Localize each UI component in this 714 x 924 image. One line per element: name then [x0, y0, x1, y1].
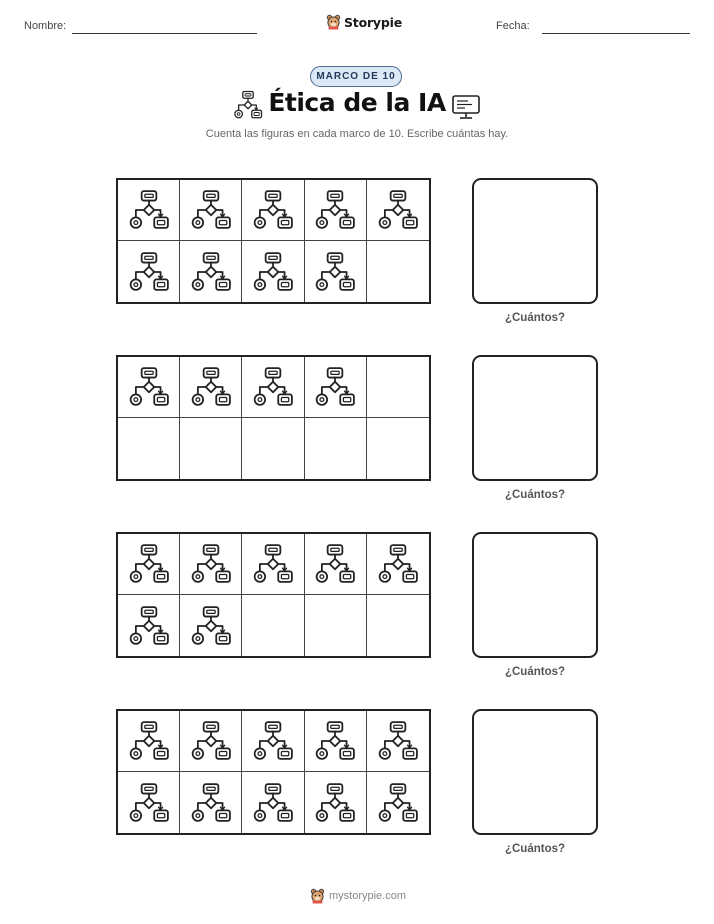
flowchart-icon: [377, 189, 419, 231]
ten-frame-2: [116, 355, 431, 481]
flowchart-icon: [190, 189, 232, 231]
ten-frame-cell: [242, 418, 304, 479]
footer-url: mystorypie.com: [329, 890, 407, 902]
flowchart-icon: [252, 720, 294, 762]
brand-logo: [326, 12, 402, 32]
ten-frame-cell: [242, 595, 304, 656]
date-label: Fecha:: [496, 20, 530, 32]
flowchart-icon: [190, 720, 232, 762]
flowchart-icon: [314, 543, 356, 585]
ten-frame-cell: [180, 534, 242, 595]
flowchart-icon: [128, 543, 170, 585]
answer-label-4: ¿Cuántos?: [504, 843, 566, 855]
ten-frame-cell: [118, 241, 180, 302]
worksheet-type-badge: MARCO DE 10: [310, 66, 402, 87]
ten-frame-cell: [242, 711, 304, 772]
flowchart-icon: [128, 782, 170, 824]
ten-frame-cell: [305, 418, 367, 479]
ten-frame-cell: [367, 418, 429, 479]
flowchart-icon: [314, 189, 356, 231]
ten-frame-cell: [180, 772, 242, 833]
flowchart-icon: [252, 543, 294, 585]
storypie-bear-icon: [310, 888, 325, 904]
ten-frame-cell: [118, 357, 180, 418]
answer-label-2: ¿Cuántos?: [504, 489, 566, 501]
ten-frame-cell: [118, 595, 180, 656]
ten-frame-cell: [180, 595, 242, 656]
ten-frame-cell: [367, 534, 429, 595]
flowchart-icon: [190, 782, 232, 824]
ten-frame-cell: [118, 711, 180, 772]
answer-box-4[interactable]: [472, 709, 598, 835]
storypie-bear-icon: [326, 14, 341, 30]
flowchart-icon: [190, 543, 232, 585]
footer: [310, 886, 406, 906]
ten-frame-cell: [118, 772, 180, 833]
flowchart-icon: [128, 720, 170, 762]
flowchart-icon: [314, 782, 356, 824]
ten-frame-cell: [305, 772, 367, 833]
ten-frame-1: [116, 178, 431, 304]
flowchart-icon: [377, 782, 419, 824]
ten-frame-cell: [180, 711, 242, 772]
answer-label-1: ¿Cuántos?: [504, 312, 566, 324]
ten-frame-cell: [367, 241, 429, 302]
ten-frame-cell: [118, 180, 180, 241]
ten-frame-cell: [242, 241, 304, 302]
flowchart-icon: [252, 251, 294, 293]
ten-frame-cell: [180, 357, 242, 418]
flowchart-icon: [314, 251, 356, 293]
flowchart-icon: [190, 366, 232, 408]
ten-frame-4: [116, 709, 431, 835]
ten-frame-cell: [242, 357, 304, 418]
ten-frame-cell: [367, 180, 429, 241]
answer-label-3: ¿Cuántos?: [504, 666, 566, 678]
flowchart-icon: [190, 605, 232, 647]
ten-frame-cell: [118, 418, 180, 479]
flowchart-icon: [128, 605, 170, 647]
instructions: Cuenta las figuras en cada marco de 10. Escribe cuántas hay.: [205, 128, 509, 140]
answer-box-1[interactable]: [472, 178, 598, 304]
ten-frame-cell: [305, 534, 367, 595]
flowchart-icon: [314, 720, 356, 762]
answer-box-3[interactable]: [472, 532, 598, 658]
ten-frame-cell: [367, 772, 429, 833]
ten-frame-cell: [367, 357, 429, 418]
name-label: Nombre:: [24, 20, 67, 32]
page-title: Ética de la IA: [268, 88, 446, 117]
ten-frame-cell: [180, 418, 242, 479]
ten-frame-cell: [242, 534, 304, 595]
ten-frame-cell: [242, 772, 304, 833]
ten-frame-cell: [118, 534, 180, 595]
name-line[interactable]: [72, 33, 257, 34]
brand-name: Storypie: [344, 14, 402, 30]
flowchart-icon: [252, 189, 294, 231]
ten-frame-cell: [367, 595, 429, 656]
flowchart-icon: [314, 366, 356, 408]
date-line[interactable]: [542, 33, 690, 34]
ten-frame-cell: [180, 180, 242, 241]
flowchart-icon: [128, 251, 170, 293]
flowchart-icon: [190, 251, 232, 293]
ten-frame-cell: [305, 595, 367, 656]
ten-frame-cell: [367, 711, 429, 772]
flowchart-icon: [377, 720, 419, 762]
ten-frame-cell: [305, 711, 367, 772]
flowchart-icon: [252, 782, 294, 824]
flowchart-icon: [377, 543, 419, 585]
ten-frame-cell: [180, 241, 242, 302]
computer-monitor-icon: [451, 94, 481, 120]
ten-frame-cell: [305, 241, 367, 302]
ten-frame-cell: [242, 180, 304, 241]
answer-box-2[interactable]: [472, 355, 598, 481]
ten-frame-cell: [305, 180, 367, 241]
flowchart-icon: [128, 366, 170, 408]
flowchart-icon: [128, 189, 170, 231]
ten-frame-cell: [305, 357, 367, 418]
flowchart-icon: [252, 366, 294, 408]
ten-frame-3: [116, 532, 431, 658]
